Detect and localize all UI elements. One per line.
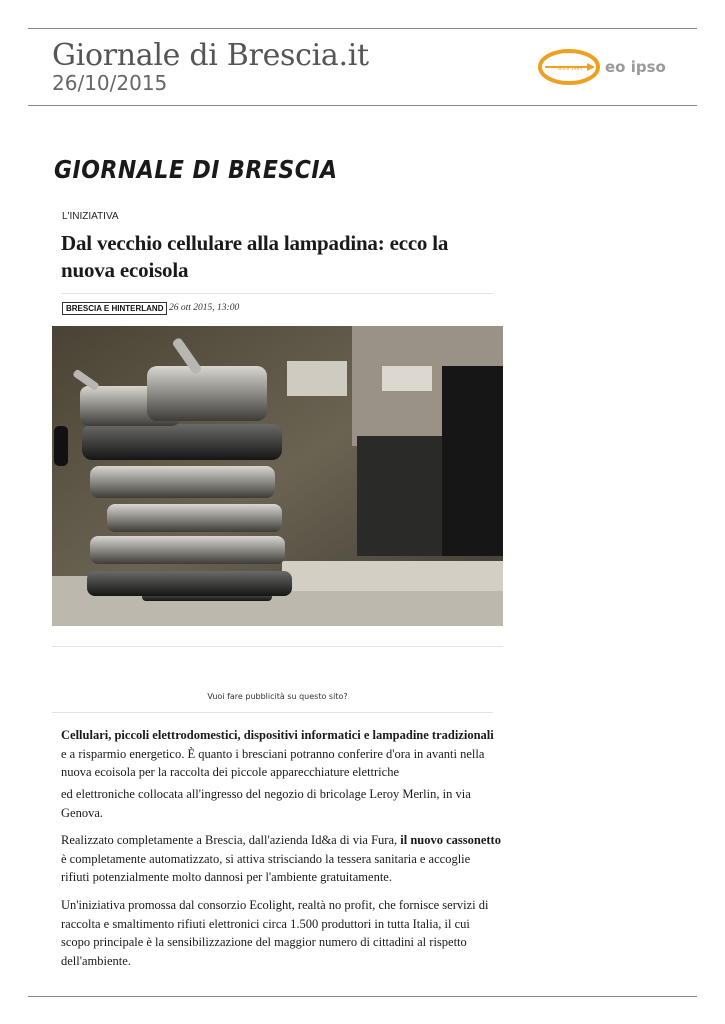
headline-divider	[61, 293, 493, 294]
p3-text: Un'iniziativa promossa dal consorzio Ecolight, realtà no profit, che fornisce servizi di raccolta e smaltimento rifiuti elettronici circa 1.500 produttori in tutta Italia, il cui scopo principale è la sensibilizzazione del maggior numero di cittadini al rispetto dell'ambiente.	[61, 898, 489, 968]
paragraph-1	[61, 726, 501, 782]
paragraph-3	[61, 896, 501, 970]
bottom-rule	[28, 996, 697, 997]
article-kicker: L'INIZIATIVA	[62, 211, 119, 222]
p1b-text: ed elettroniche collocata all'ingresso del negozio di bricolage Leroy Merlin, in via Genova.	[61, 787, 471, 820]
header-rule	[28, 105, 697, 106]
section-tag[interactable]: BRESCIA E HINTERLAND	[62, 302, 167, 315]
site-title: Giornale di Brescia.it	[52, 38, 369, 73]
p1-bold: Cellulari, piccoli elettrodomestici, dispositivi informatici e lampadine tradizionali	[61, 728, 494, 742]
ad-divider	[52, 712, 493, 713]
advertising-link[interactable]: Vuoi fare pubblicità su questo sito?	[207, 692, 348, 701]
photo-divider	[52, 646, 503, 647]
top-rule	[28, 28, 697, 29]
eo-ipso-logo	[537, 47, 667, 87]
publish-date: 26 ott 2015, 13:00	[169, 303, 240, 313]
clipping-date: 26/10/2015	[52, 71, 168, 95]
logo-text: eo ipso	[605, 58, 666, 76]
p2-bold: il nuovo cassonetto	[400, 833, 501, 847]
paragraph-1b	[61, 785, 501, 822]
newspaper-logo: GIORNALE DI BRESCIA	[54, 156, 338, 185]
p1-text: e a risparmio energetico. È quanto i bresciani potranno conferire d'ora in avanti nella nuova ecoisola per la raccolta dei piccole apparecchiature elettriche	[61, 746, 485, 779]
article-headline: Dal vecchio cellulare alla lampadina: ecco la nuova ecoisola	[61, 231, 449, 282]
paragraph-2	[61, 831, 501, 887]
p2-text-b: è completamente automatizzato, si attiva strisciando la tessera sanitaria e accoglie rifiuti potenzialmente molto dannosi per l'ambiente gratuitamente.	[61, 851, 471, 884]
article-photo	[52, 326, 503, 626]
logo-since-text: since 1993	[557, 67, 583, 72]
p2-text-a: Realizzato completamente a Brescia, dall'azienda Id&a di via Fura,	[61, 833, 401, 847]
